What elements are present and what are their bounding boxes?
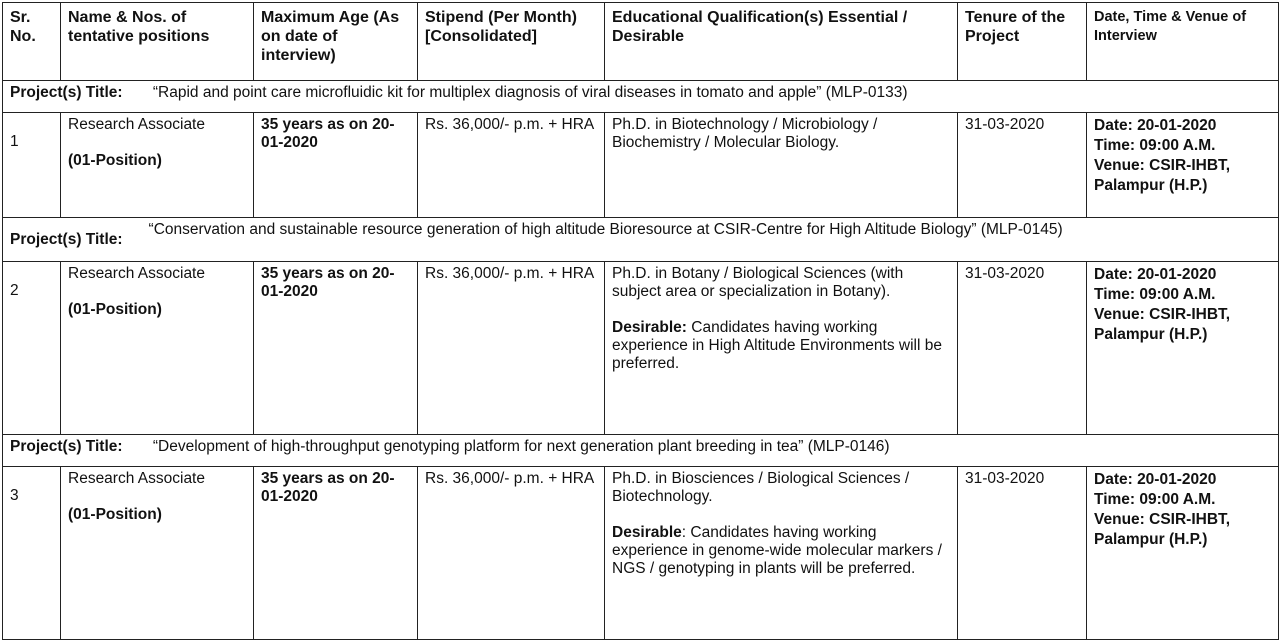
desirable-qualification — [612, 319, 950, 373]
tenure: 31-03-2020 — [958, 262, 1087, 435]
interview-time: Time: 09:00 A.M. — [1094, 286, 1216, 303]
interview-cell — [1087, 113, 1279, 218]
project-title-row — [3, 81, 1279, 113]
qualification-cell — [605, 262, 958, 435]
header-qualification: Educational Qualification(s) Essential / Desirable — [605, 3, 958, 81]
position-count: (01-Position) — [68, 301, 162, 318]
project-title: “Development of high-throughput genotyping platform for next generation plant breeding in tea” (MLP-0146) — [152, 438, 890, 455]
header-interview: Date, Time & Venue of Interview — [1087, 3, 1279, 81]
essential-qualification: Ph.D. in Biosciences / Biological Sciences / Biotechnology. — [612, 470, 910, 505]
table-row — [3, 262, 1279, 435]
desirable-text: : Candidates having working experience in genome-wide molecular markers / NGS / genotyping in plants will be preferred. — [612, 524, 942, 577]
tenure: 31-03-2020 — [958, 467, 1087, 640]
header-age: Maximum Age (As on date of interview) — [254, 3, 418, 81]
interview-date: Date: 20-01-2020 — [1094, 471, 1217, 488]
position-name: Research Associate — [68, 265, 205, 282]
max-age: 35 years as on 20-01-2020 — [254, 467, 418, 640]
project-title-label: Project(s) Title: — [10, 438, 123, 455]
project-title: “Conservation and sustainable resource generation of high altitude Bioresource at CSIR-Centre for High Altitude Biology” (MLP-0145) — [148, 221, 1063, 238]
project-title: “Rapid and point care microfluidic kit for multiplex diagnosis of viral diseases in tomato and apple” (MLP-0133) — [152, 84, 908, 101]
interview-cell — [1087, 467, 1279, 640]
interview-date: Date: 20-01-2020 — [1094, 266, 1217, 283]
desirable-qualification — [612, 524, 950, 578]
desirable-label: Desirable — [612, 524, 682, 541]
interview-time: Time: 09:00 A.M. — [1094, 491, 1216, 508]
project-title-label: Project(s) Title: — [10, 231, 123, 248]
stipend: Rs. 36,000/- p.m. + HRA — [418, 262, 605, 435]
header-stipend: Stipend (Per Month) [Consolidated] — [418, 3, 605, 81]
recruitment-table — [2, 2, 1279, 640]
project-title-row — [3, 218, 1279, 262]
position-cell — [61, 467, 254, 640]
position-name: Research Associate — [68, 116, 205, 133]
position-name: Research Associate — [68, 470, 205, 487]
position-cell — [61, 113, 254, 218]
interview-venue: Venue: CSIR-IHBT, Palampur (H.P.) — [1094, 511, 1231, 548]
interview-venue: Venue: CSIR-IHBT, Palampur (H.P.) — [1094, 157, 1231, 194]
sr-number: 2 — [3, 262, 61, 435]
project-title-row — [3, 435, 1279, 467]
header-name: Name & Nos. of tentative positions — [61, 3, 254, 81]
table-row — [3, 113, 1279, 218]
stipend: Rs. 36,000/- p.m. + HRA — [418, 113, 605, 218]
header-sr: Sr. No. — [3, 3, 61, 81]
desirable-text: Candidates having working experience in High Altitude Environments will be preferred. — [612, 319, 942, 372]
interview-cell — [1087, 262, 1279, 435]
interview-date: Date: 20-01-2020 — [1094, 117, 1217, 134]
essential-qualification: Ph.D. in Botany / Biological Sciences (with subject area or specialization in Botany). — [612, 265, 904, 300]
interview-time: Time: 09:00 A.M. — [1094, 137, 1216, 154]
position-count: (01-Position) — [68, 506, 162, 523]
qualification-cell — [605, 113, 958, 218]
interview-venue: Venue: CSIR-IHBT, Palampur (H.P.) — [1094, 306, 1231, 343]
tenure: 31-03-2020 — [958, 113, 1087, 218]
qualification-cell — [605, 467, 958, 640]
desirable-label: Desirable: — [612, 319, 687, 336]
max-age: 35 years as on 20-01-2020 — [254, 262, 418, 435]
position-count: (01-Position) — [68, 152, 162, 169]
header-row — [3, 3, 1279, 81]
stipend: Rs. 36,000/- p.m. + HRA — [418, 467, 605, 640]
position-cell — [61, 262, 254, 435]
essential-qualification: Ph.D. in Biotechnology / Microbiology / Biochemistry / Molecular Biology. — [612, 116, 878, 151]
project-title-label: Project(s) Title: — [10, 84, 123, 101]
max-age: 35 years as on 20-01-2020 — [254, 113, 418, 218]
table-row — [3, 467, 1279, 640]
sr-number: 3 — [3, 467, 61, 640]
header-tenure: Tenure of the Project — [958, 3, 1087, 81]
sr-number: 1 — [3, 113, 61, 218]
